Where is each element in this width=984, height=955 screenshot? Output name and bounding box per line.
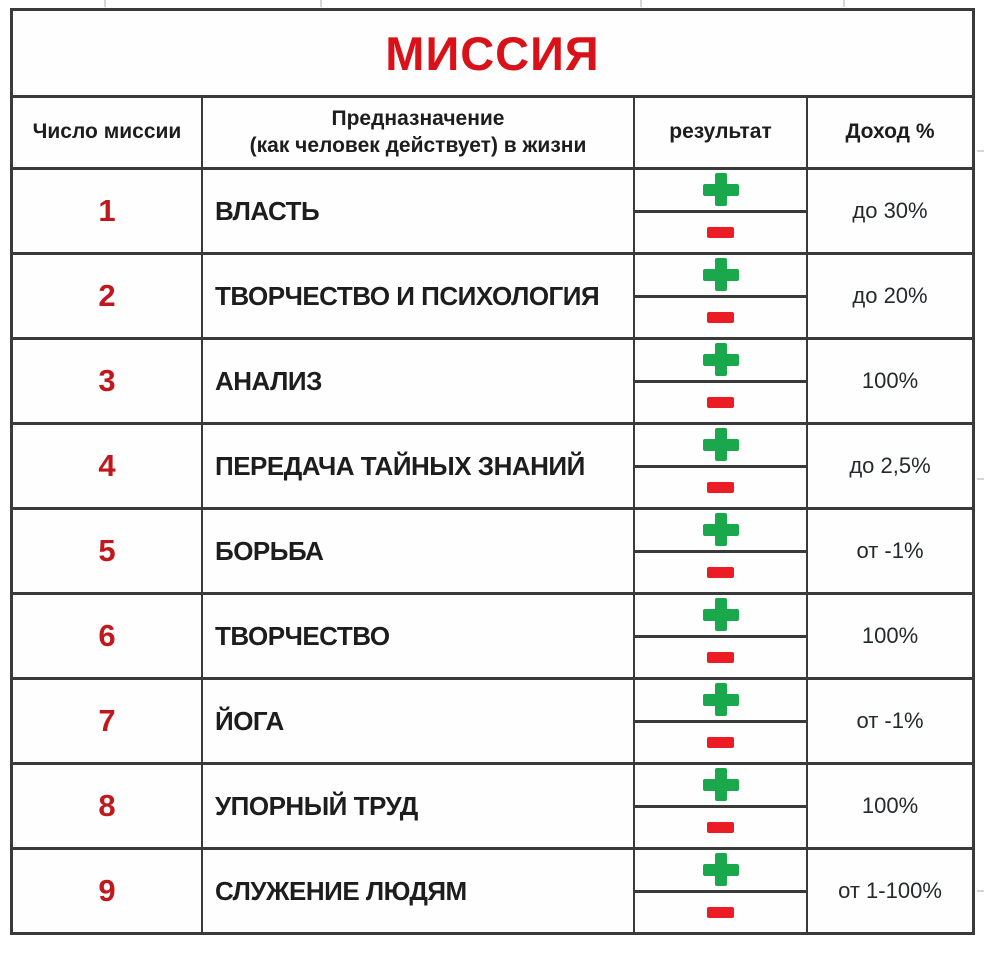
plus-icon — [703, 853, 739, 886]
result-cell — [635, 680, 808, 762]
table-row — [13, 340, 972, 425]
income-text: от 1-100% — [838, 878, 942, 903]
minus-icon — [707, 907, 734, 918]
mission-number-cell — [13, 510, 203, 592]
gridline-stub — [320, 0, 322, 7]
table-row — [13, 680, 972, 765]
mission-number: 5 — [98, 533, 116, 568]
table-row — [13, 170, 972, 255]
plus-icon — [703, 428, 739, 461]
mission-number-cell — [13, 425, 203, 507]
income-cell — [808, 170, 972, 252]
mission-number: 1 — [98, 193, 116, 228]
mission-number: 2 — [98, 278, 116, 313]
mission-number-cell — [13, 255, 203, 337]
result-cell — [635, 510, 808, 592]
income-cell — [808, 340, 972, 422]
gridline-stub — [977, 890, 984, 892]
minus-icon — [707, 737, 734, 748]
purpose-cell — [203, 680, 635, 762]
result-negative-cell — [635, 638, 806, 678]
header-label: Число миссии — [32, 120, 182, 144]
income-text: 100% — [861, 368, 919, 393]
result-cell — [635, 255, 808, 337]
mission-number-cell — [13, 595, 203, 677]
header-cell-purpose — [203, 98, 635, 167]
minus-icon — [707, 482, 734, 493]
minus-icon — [707, 822, 734, 833]
mission-number: 4 — [98, 448, 116, 483]
purpose-text: ТВОРЧЕСТВО — [215, 620, 390, 651]
purpose-cell — [203, 170, 635, 252]
result-positive-cell — [635, 850, 806, 893]
purpose-cell — [203, 595, 635, 677]
gridline-stub — [104, 0, 106, 7]
mission-number: 9 — [98, 873, 116, 908]
header-cell-result — [635, 98, 808, 167]
table-row — [13, 510, 972, 595]
header-row — [13, 98, 972, 170]
result-positive-cell — [635, 170, 806, 213]
gridline-stub — [977, 150, 984, 152]
header-cell-mission-number — [13, 98, 203, 167]
result-cell — [635, 765, 808, 847]
mission-number-cell — [13, 680, 203, 762]
result-cell — [635, 595, 808, 677]
plus-icon — [703, 173, 739, 206]
mission-number-cell — [13, 850, 203, 932]
purpose-text: ЙОГА — [215, 705, 284, 736]
mission-table — [10, 8, 975, 935]
plus-icon — [703, 598, 739, 631]
income-text: до 2,5% — [849, 453, 931, 478]
result-positive-cell — [635, 510, 806, 553]
result-positive-cell — [635, 255, 806, 298]
purpose-cell — [203, 340, 635, 422]
header-cell-income — [808, 98, 972, 167]
header-label: результат — [669, 120, 772, 144]
table-row — [13, 425, 972, 510]
table-row — [13, 255, 972, 340]
purpose-text: БОРЬБА — [215, 535, 324, 566]
result-negative-cell — [635, 893, 806, 933]
plus-icon — [703, 768, 739, 801]
result-cell — [635, 425, 808, 507]
header-label: Предназначение — [331, 107, 505, 131]
purpose-text: ПЕРЕДАЧА ТАЙНЫХ ЗНАНИЙ — [215, 450, 585, 481]
header-label: Доход % — [845, 120, 935, 144]
minus-icon — [707, 227, 734, 238]
purpose-text: АНАЛИЗ — [215, 365, 322, 396]
result-negative-cell — [635, 383, 806, 423]
income-cell — [808, 425, 972, 507]
purpose-cell — [203, 510, 635, 592]
mission-number: 8 — [98, 788, 116, 823]
minus-icon — [707, 567, 734, 578]
result-positive-cell — [635, 765, 806, 808]
plus-icon — [703, 513, 739, 546]
income-text: 100% — [861, 793, 919, 818]
gridline-stub — [640, 0, 642, 7]
income-cell — [808, 255, 972, 337]
mission-number-cell — [13, 340, 203, 422]
income-text: до 20% — [852, 283, 928, 308]
minus-icon — [707, 312, 734, 323]
minus-icon — [707, 652, 734, 663]
income-cell — [808, 595, 972, 677]
mission-number: 7 — [98, 703, 116, 738]
mission-number: 6 — [98, 618, 116, 653]
purpose-text: УПОРНЫЙ ТРУД — [215, 790, 418, 821]
purpose-text: ВЛАСТЬ — [215, 195, 320, 226]
purpose-cell — [203, 765, 635, 847]
title-row — [13, 11, 972, 98]
purpose-cell — [203, 850, 635, 932]
result-negative-cell — [635, 553, 806, 593]
result-positive-cell — [635, 595, 806, 638]
purpose-cell — [203, 425, 635, 507]
purpose-text: СЛУЖЕНИЕ ЛЮДЯМ — [215, 875, 467, 906]
result-positive-cell — [635, 340, 806, 383]
result-negative-cell — [635, 723, 806, 763]
table-row — [13, 765, 972, 850]
table-body — [13, 170, 972, 932]
page-title: МИССИЯ — [385, 26, 600, 80]
minus-icon — [707, 397, 734, 408]
income-cell — [808, 510, 972, 592]
gridline-stub — [843, 0, 845, 7]
result-cell — [635, 850, 808, 932]
income-text: до 30% — [852, 198, 928, 223]
header-label: (как человек действует) в жизни — [249, 133, 587, 157]
table-row — [13, 850, 972, 932]
result-negative-cell — [635, 808, 806, 848]
purpose-text: ТВОРЧЕСТВО И ПСИХОЛОГИЯ — [215, 280, 600, 311]
mission-number: 3 — [98, 363, 116, 398]
gridline-stub — [977, 478, 984, 480]
result-negative-cell — [635, 468, 806, 508]
mission-number-cell — [13, 170, 203, 252]
result-negative-cell — [635, 213, 806, 253]
result-negative-cell — [635, 298, 806, 338]
income-cell — [808, 850, 972, 932]
result-cell — [635, 170, 808, 252]
result-cell — [635, 340, 808, 422]
result-positive-cell — [635, 425, 806, 468]
purpose-cell — [203, 255, 635, 337]
mission-number-cell — [13, 765, 203, 847]
income-cell — [808, 680, 972, 762]
result-positive-cell — [635, 680, 806, 723]
plus-icon — [703, 258, 739, 291]
income-cell — [808, 765, 972, 847]
plus-icon — [703, 683, 739, 716]
table-row — [13, 595, 972, 680]
income-text: от -1% — [856, 708, 924, 733]
income-text: 100% — [861, 623, 919, 648]
income-text: от -1% — [856, 538, 924, 563]
plus-icon — [703, 343, 739, 376]
